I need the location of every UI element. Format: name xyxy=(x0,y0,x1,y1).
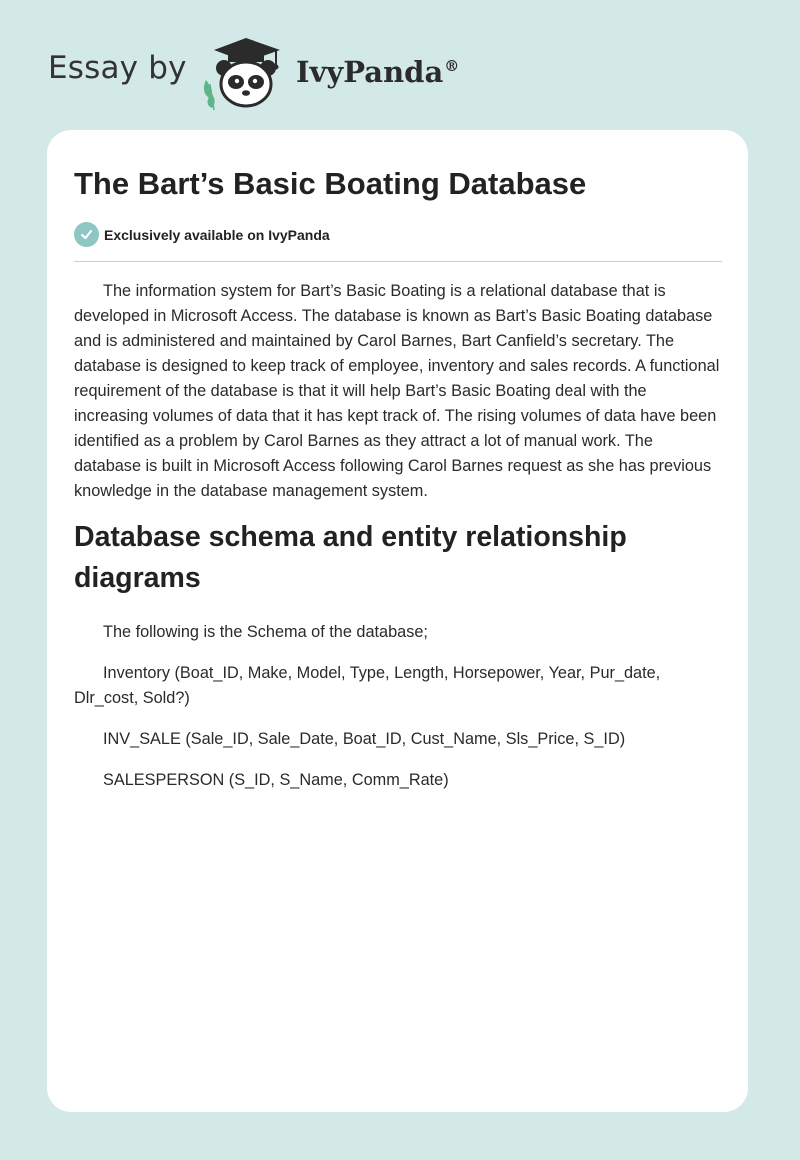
divider xyxy=(74,261,722,262)
essay-title: The Bart’s Basic Boating Database xyxy=(74,166,587,201)
intro-paragraph: The information system for Bart’s Basic Boating is a relational database that is developed in Microsoft Access. The database is known as Bart’s Basic Boating database and is administered and maintained by Carol Barnes, Bart Canfield’s secretary. The database is designed to keep track of employee, inventory and sales records. A functional requirement of the database is that it will help Bart’s Basic Boating deal with the increasing volumes of data that it has kept track of. The rising volumes of data have been identified as a problem by Carol Barnes as they attract a lot of manual work. The database is built in Microsoft Access following Carol Barnes request as she has previous knowledge in the database management system. xyxy=(74,282,720,500)
schema-salesperson: SALESPERSON (S_ID, S_Name, Comm_Rate) xyxy=(103,771,449,789)
schema-inv-sale: INV_SALE (Sale_ID, Sale_Date, Boat_ID, Cust_Name, Sls_Price, S_ID) xyxy=(103,730,626,748)
brand-text: IvyPanda xyxy=(296,55,444,89)
ivypanda-brand[interactable] xyxy=(296,55,459,89)
registered-mark: ® xyxy=(444,57,460,76)
exclusive-badge xyxy=(74,222,330,247)
ivypanda-logo-icon[interactable] xyxy=(200,36,292,110)
schema-inventory: Inventory (Boat_ID, Make, Model, Type, Length, Horsepower, Year, Pur_date, Dlr_cost, Sold?) xyxy=(74,664,661,707)
badge-text: Exclusively available on IvyPanda xyxy=(104,226,330,243)
section-heading: Database schema and entity relationship diagrams xyxy=(74,521,627,594)
schema-intro: The following is the Schema of the database; xyxy=(103,623,428,641)
check-icon xyxy=(74,222,99,247)
essay-by-label: Essay by xyxy=(48,50,187,86)
essay-card xyxy=(47,130,748,1112)
site-header xyxy=(0,0,800,130)
